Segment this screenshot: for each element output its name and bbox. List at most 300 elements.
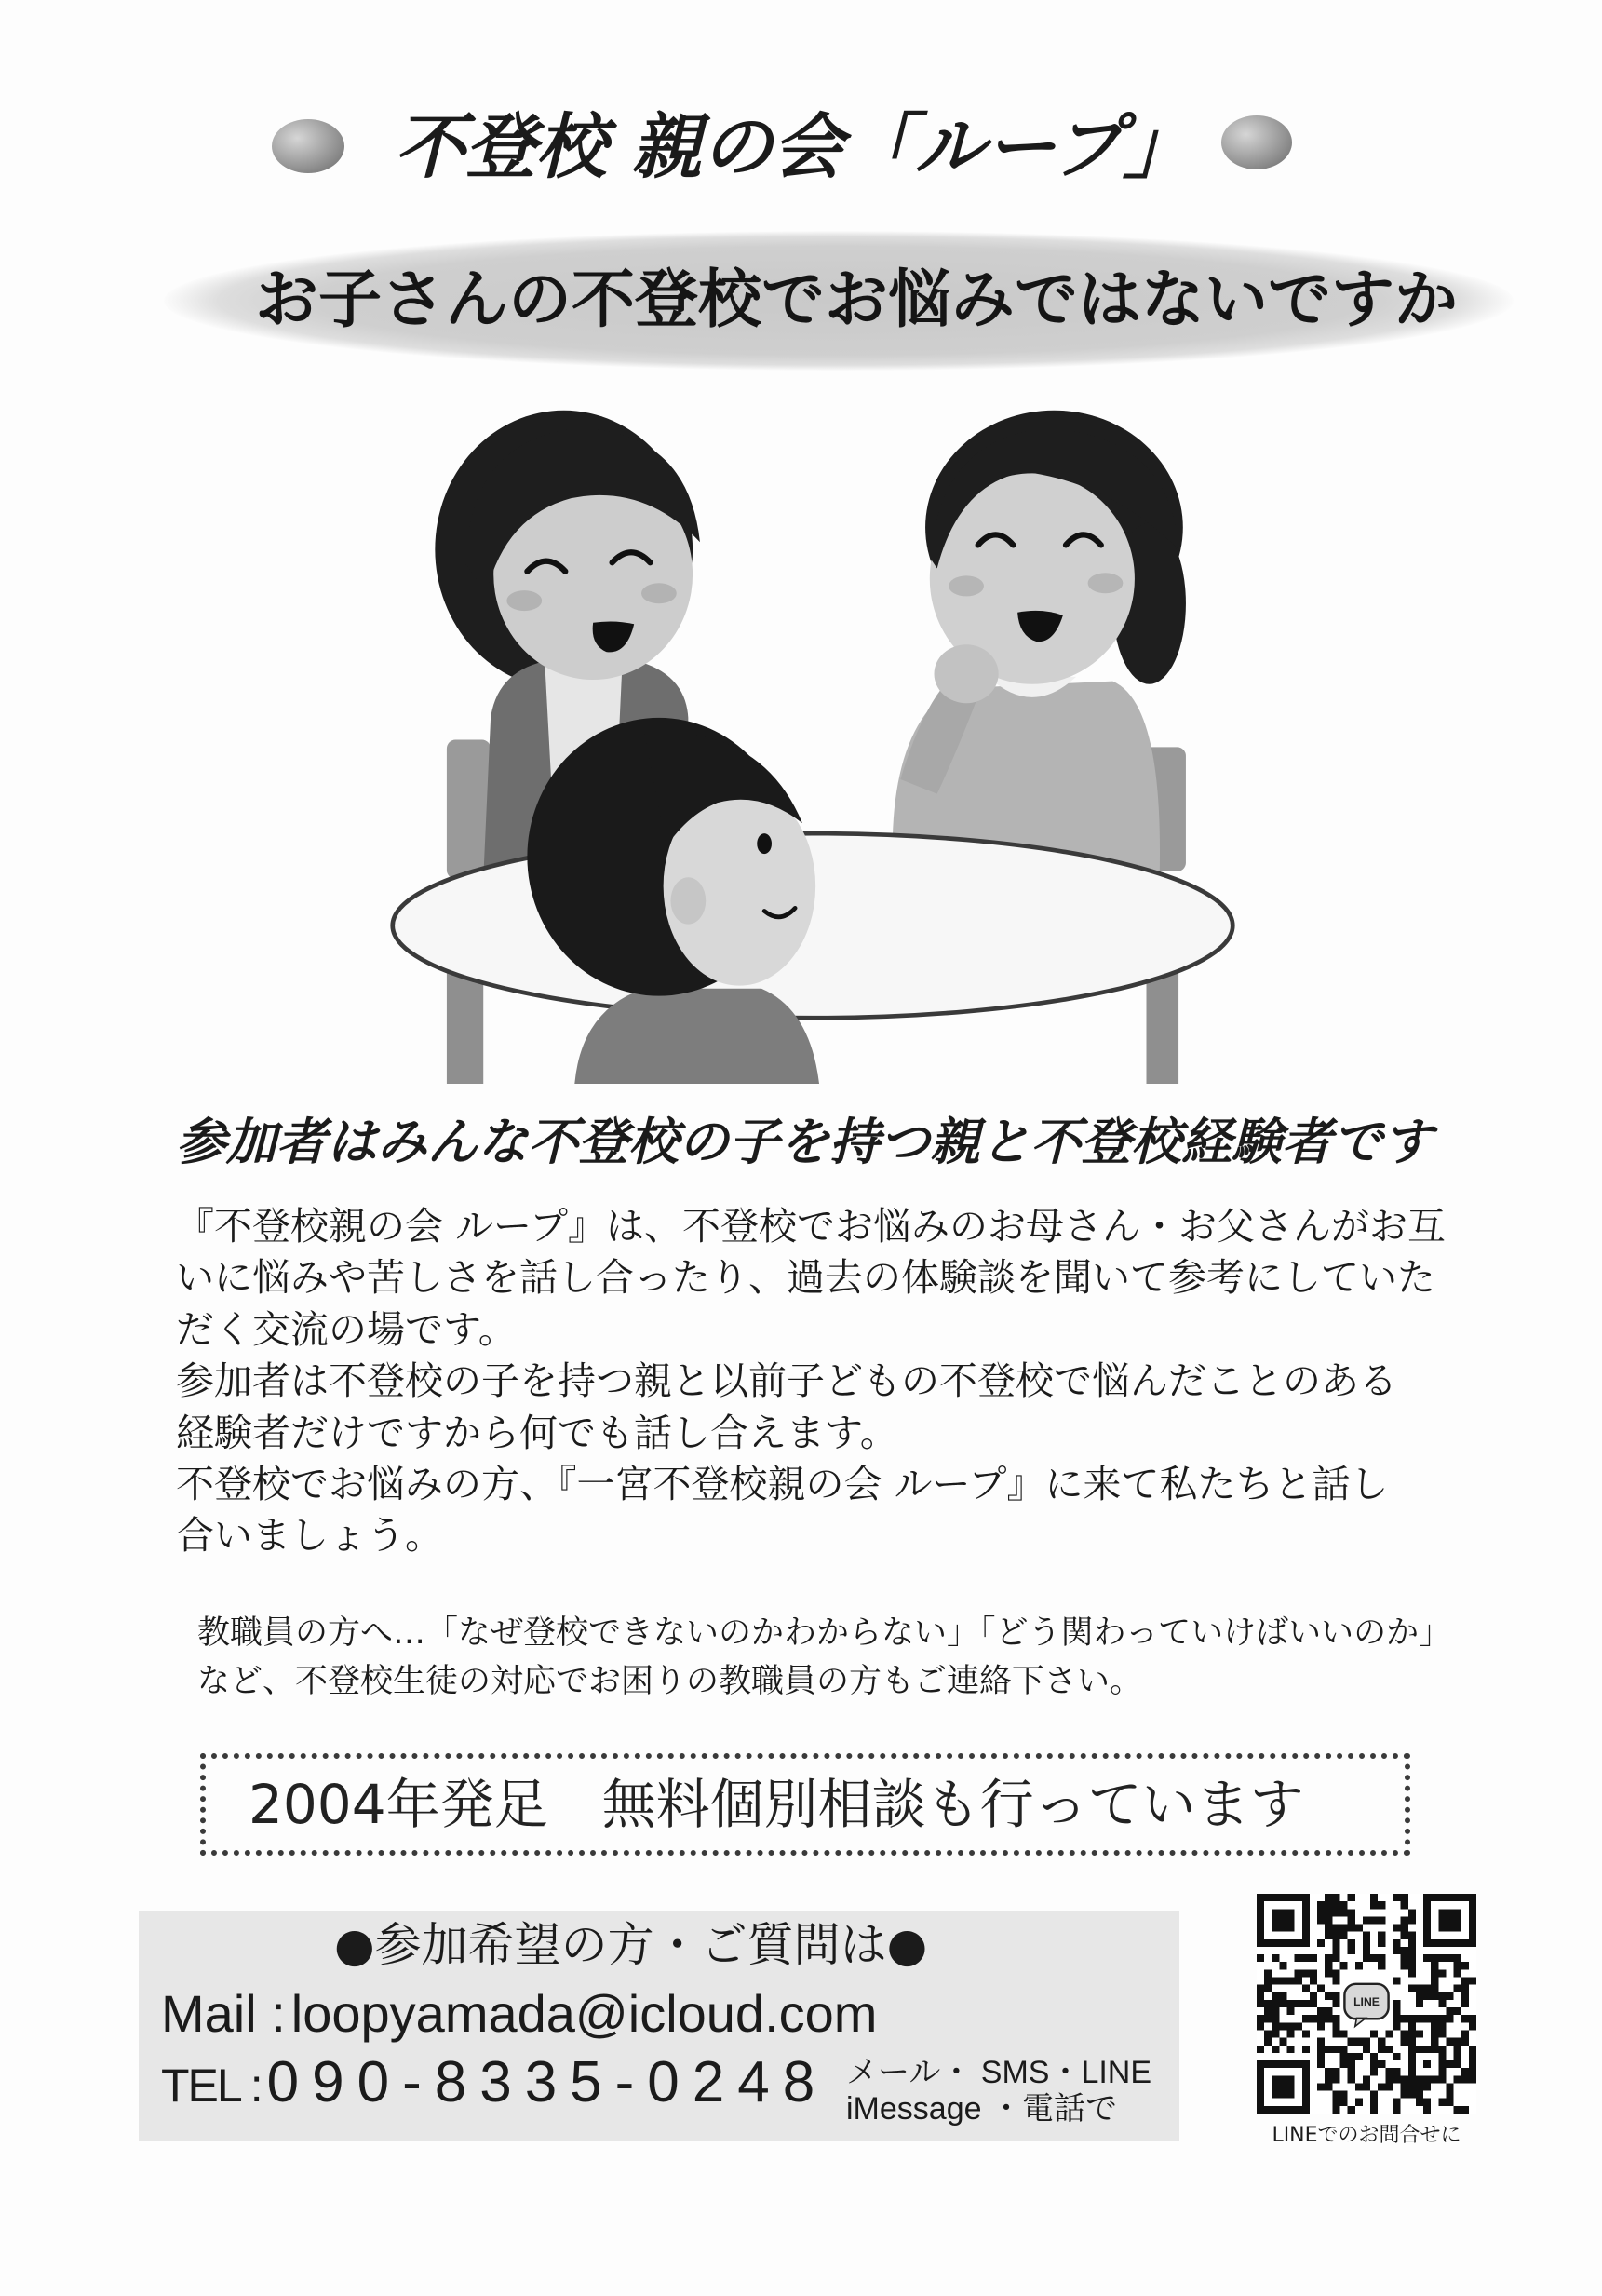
qr-module <box>1332 1939 1339 1947</box>
qr-module <box>1370 1916 1378 1924</box>
cheek <box>949 575 984 596</box>
qr-module <box>1348 1916 1355 1924</box>
qr-module <box>1257 1985 1264 1992</box>
qr-module <box>1423 2083 1431 2090</box>
tel-label: TEL : <box>161 2060 262 2112</box>
qr-module <box>1264 1978 1272 1985</box>
qr-module <box>1340 2099 1348 2106</box>
qr-module <box>1454 1985 1461 1992</box>
qr-module <box>1279 1962 1286 1969</box>
qr-module <box>1302 1954 1310 1962</box>
qr-module <box>1416 2099 1423 2106</box>
qr-module <box>1438 2000 1446 2007</box>
eye <box>757 833 772 854</box>
qr-module <box>1325 2007 1332 2015</box>
qr-module <box>1317 1901 1325 1909</box>
qr-module <box>1408 2083 1416 2090</box>
qr-module <box>1416 2091 1423 2099</box>
qr-module <box>1370 2091 1378 2099</box>
qr-module <box>1310 2015 1317 2022</box>
line-logo <box>1340 1978 1393 2031</box>
qr-module <box>1408 1954 1416 1962</box>
qr-module <box>1393 2007 1400 2015</box>
qr-module <box>1287 2022 1295 2030</box>
qr-module <box>1401 2083 1408 2090</box>
qr-module <box>1355 2038 1363 2046</box>
qr-module <box>1469 2068 1476 2075</box>
cheek <box>506 590 542 611</box>
qr-module <box>1272 2046 1279 2053</box>
qr-module <box>1279 2000 1286 2007</box>
qr-module <box>1317 1939 1325 1947</box>
qr-module <box>1416 1985 1423 1992</box>
qr-module <box>1454 2060 1461 2068</box>
qr-module <box>1446 2091 1453 2099</box>
qr-module <box>1264 2030 1272 2037</box>
qr-module <box>1332 2022 1339 2030</box>
qr-module <box>1348 2053 1355 2060</box>
qr-module <box>1348 2068 1355 2075</box>
qr-module <box>1272 2015 1279 2022</box>
qr-module <box>1302 2030 1310 2037</box>
contact-box <box>139 1911 1179 2141</box>
qr-module <box>1340 2091 1348 2099</box>
qr-module <box>1295 2000 1302 2007</box>
qr-module <box>1317 1985 1325 1992</box>
qr-module <box>1302 1985 1310 1992</box>
qr-module <box>1287 2046 1295 2053</box>
qr-module <box>1461 2106 1469 2114</box>
qr-module <box>1408 1916 1416 1924</box>
qr-module <box>1423 2099 1431 2106</box>
qr-module <box>1363 2083 1370 2090</box>
qr-module <box>1340 2060 1348 2068</box>
qr-module <box>1416 1992 1423 2000</box>
qr-module <box>1264 2015 1272 2022</box>
qr-module <box>1325 1901 1332 1909</box>
qr-module <box>1454 1954 1461 1962</box>
qr-module <box>1469 2060 1476 2068</box>
qr-module <box>1325 1916 1332 1924</box>
qr-module <box>1332 2000 1339 2007</box>
qr-module <box>1348 2106 1355 2114</box>
qr-module <box>1332 2030 1339 2037</box>
qr-module <box>1302 2000 1310 2007</box>
qr-module <box>1332 1947 1339 1954</box>
qr-module <box>1257 2046 1264 2053</box>
qr-module <box>1423 1954 1431 1962</box>
qr-module <box>1370 1894 1378 1901</box>
qr-module <box>1325 2046 1332 2053</box>
qr-module <box>1378 1932 1385 1939</box>
qr-module <box>1317 2015 1325 2022</box>
qr-module <box>1454 1962 1461 1969</box>
body-line: だく交流の場です。 <box>176 1306 517 1352</box>
qr-module <box>1325 1954 1332 1962</box>
body-line: 合いましょう。 <box>176 1513 443 1559</box>
qr-module <box>1325 1962 1332 1969</box>
qr-module <box>1438 2022 1446 2030</box>
qr-module <box>1431 1954 1438 1962</box>
qr-module <box>1423 1992 1431 2000</box>
qr-module <box>1363 2075 1370 2083</box>
qr-module <box>1257 1992 1264 2000</box>
contact-method-line: iMessage ・電話で <box>846 2091 1117 2127</box>
qr-finder-center <box>1438 1909 1461 1931</box>
qr-module <box>1317 2038 1325 2046</box>
qr-module <box>1431 2015 1438 2022</box>
page-title: 不登校 親の会「ループ」 <box>394 105 1194 188</box>
qr-module <box>1431 2038 1438 2046</box>
email-address: loopyamada@icloud.com <box>290 1984 878 2043</box>
qr-module <box>1393 1978 1400 1985</box>
qr-module <box>1378 1954 1385 1962</box>
qr-module <box>1393 2022 1400 2030</box>
qr-module <box>1469 2015 1476 2022</box>
logo-text: LINE <box>1353 1995 1380 2009</box>
qr-module <box>1272 1954 1279 1962</box>
qr-module <box>1393 2099 1400 2106</box>
qr-module <box>1332 1925 1339 1932</box>
qr-module <box>1438 1992 1446 2000</box>
notice-line: など、不登校生徒の対応でお困りの教職員の方もご連絡下さい。 <box>197 1663 1143 1700</box>
qr-module <box>1454 2106 1461 2114</box>
qr-module <box>1446 2038 1453 2046</box>
body-text <box>176 1201 1446 1562</box>
qr-module <box>1332 2015 1339 2022</box>
founded-banner <box>200 1753 1410 1856</box>
qr-module <box>1454 2075 1461 2083</box>
qr-module <box>1393 1947 1400 1954</box>
title-bullet-left-icon <box>272 119 344 173</box>
qr-module <box>1378 1962 1385 1969</box>
qr-module <box>1378 2046 1385 2053</box>
qr-module <box>1370 1954 1378 1962</box>
qr-module <box>1378 1901 1385 1909</box>
qr-module <box>1401 2091 1408 2099</box>
qr-module <box>1348 1939 1355 1947</box>
mail-label: Mail : <box>161 1984 286 2043</box>
qr-module <box>1355 1925 1363 1932</box>
qr-module <box>1469 2053 1476 2060</box>
title-bullet-right-icon <box>1221 115 1292 169</box>
qr-module <box>1310 1969 1317 1977</box>
illustration <box>381 396 1245 1084</box>
qr-module <box>1348 2060 1355 2068</box>
qr-module <box>1446 2015 1453 2022</box>
qr-module <box>1310 2000 1317 2007</box>
qr-module <box>1446 2007 1453 2015</box>
qr-module <box>1310 1992 1317 2000</box>
qr-module <box>1325 2083 1332 2090</box>
qr-module <box>1295 1978 1302 1985</box>
qr-module <box>1340 2046 1348 2053</box>
qr-module <box>1454 2007 1461 2015</box>
qr-module <box>1325 1969 1332 1977</box>
qr-module <box>1325 2075 1332 2083</box>
qr-module <box>1332 1992 1339 2000</box>
qr-module <box>1279 2038 1286 2046</box>
qr-module <box>1340 1909 1348 1916</box>
qr-module <box>1370 2053 1378 2060</box>
qr-module <box>1332 2106 1339 2114</box>
qr-module <box>1317 2053 1325 2060</box>
body-line: 経験者だけですから何でも話し合えます。 <box>176 1410 898 1455</box>
qr-module <box>1332 1932 1339 1939</box>
qr-module <box>1272 2030 1279 2037</box>
subtitle: お子さんの不登校でお悩みではないですか <box>254 263 1458 337</box>
subtitle-band <box>164 231 1514 371</box>
qr-module <box>1393 2053 1400 2060</box>
qr-module <box>1325 2068 1332 2075</box>
qr-module <box>1401 1894 1408 1901</box>
qr-module <box>1393 2068 1400 2075</box>
qr-module <box>1408 1932 1416 1939</box>
qr-module <box>1340 1901 1348 1909</box>
qr-module <box>1431 2030 1438 2037</box>
tel-row <box>161 2047 828 2133</box>
qr-module <box>1363 1932 1370 1939</box>
qr-module <box>1446 1954 1453 1962</box>
qr-module <box>1332 2046 1339 2053</box>
qr-module <box>1287 2007 1295 2015</box>
qr-module <box>1408 2022 1416 2030</box>
qr-module <box>1378 1916 1385 1924</box>
contact-methods <box>846 2055 1151 2127</box>
qr-module <box>1454 2038 1461 2046</box>
qr-module <box>1408 1947 1416 1954</box>
qr-module <box>1302 1969 1310 1977</box>
qr-module <box>1454 2053 1461 2060</box>
qr-module <box>1272 1978 1279 1985</box>
qr-module <box>1401 1901 1408 1909</box>
qr-module <box>1393 2015 1400 2022</box>
qr-module <box>1264 1969 1272 1977</box>
qr-module <box>1264 2000 1272 2007</box>
qr-module <box>1279 2022 1286 2030</box>
qr-module <box>1461 2038 1469 2046</box>
body-line: 『不登校親の会 ループ』は、不登校でお悩みのお母さん・お父さんがお互 <box>176 1204 1446 1249</box>
qr-module <box>1378 2083 1385 2090</box>
qr-module <box>1446 1992 1453 2000</box>
qr-module <box>1408 2030 1416 2037</box>
qr-module <box>1279 1992 1286 2000</box>
qr-module <box>1363 2046 1370 2053</box>
qr-module <box>1401 1916 1408 1924</box>
body-line: 不登校でお悩みの方、『一宮不登校親の会 ループ』に来て私たちと話し <box>176 1461 1389 1506</box>
qr-module <box>1393 1939 1400 1947</box>
qr-module <box>1272 2000 1279 2007</box>
qr-module <box>1363 1954 1370 1962</box>
qr-module <box>1393 1894 1400 1901</box>
qr-module <box>1438 2099 1446 2106</box>
qr-module <box>1295 1954 1302 1962</box>
qr-module <box>1310 1954 1317 1962</box>
qr-module <box>1416 2015 1423 2022</box>
contact-method-line: メール・ SMS・LINE <box>846 2055 1152 2090</box>
qr-module <box>1401 2038 1408 2046</box>
qr-module <box>1446 2060 1453 2068</box>
qr-module <box>1370 2060 1378 2068</box>
qr-module <box>1332 2091 1339 2099</box>
qr-module <box>1355 1962 1363 1969</box>
qr-module <box>1469 2046 1476 2053</box>
qr-module <box>1461 2015 1469 2022</box>
qr-module <box>1469 1978 1476 1985</box>
qr-module <box>1317 2022 1325 2030</box>
qr-module <box>1317 2046 1325 2053</box>
qr-module <box>1431 1985 1438 1992</box>
qr-module <box>1401 1925 1408 1932</box>
qr-finder-center <box>1272 2075 1294 2098</box>
qr-module <box>1469 2075 1476 2083</box>
qr-module <box>1393 2000 1400 2007</box>
qr-module <box>1416 2000 1423 2007</box>
cheek <box>1088 573 1124 593</box>
qr-module <box>1355 2083 1363 2090</box>
qr-module <box>1378 2038 1385 2046</box>
qr-module <box>1408 1985 1416 1992</box>
qr-module <box>1317 1916 1325 1924</box>
qr-module <box>1340 2053 1348 2060</box>
qr-module <box>1401 1962 1408 1969</box>
qr-module <box>1325 1909 1332 1916</box>
qr-module <box>1401 2030 1408 2037</box>
qr-module <box>1363 1916 1370 1924</box>
qr-module <box>1325 1894 1332 1901</box>
contact-heading: ●参加希望の方・ご質問は● <box>334 1918 928 1972</box>
qr-module <box>1438 1969 1446 1977</box>
teacher-notice <box>197 1609 1451 1706</box>
qr-module <box>1279 1978 1286 1985</box>
qr-module <box>1408 1969 1416 1977</box>
qr-module <box>1348 1925 1355 1932</box>
qr-module <box>1385 2083 1393 2090</box>
qr-module <box>1264 2038 1272 2046</box>
qr-module <box>1310 1978 1317 1985</box>
person-right <box>893 411 1186 888</box>
qr-module <box>1355 2053 1363 2060</box>
qr-module <box>1438 1954 1446 1962</box>
qr-module <box>1325 1932 1332 1939</box>
qr-module <box>1408 2091 1416 2099</box>
qr-module <box>1461 1992 1469 2000</box>
qr-module <box>1401 2015 1408 2022</box>
qr-module <box>1370 2030 1378 2037</box>
qr-module <box>1348 2075 1355 2083</box>
qr-module <box>1378 1939 1385 1947</box>
qr-module <box>1378 2060 1385 2068</box>
qr-module <box>1287 2030 1295 2037</box>
qr-module <box>1302 2046 1310 2053</box>
qr-module <box>1348 1947 1355 1954</box>
qr-module <box>1348 1894 1355 1901</box>
body-line: いに悩みや苦しさを話し合ったり、過去の体験談を聞いて参考にしていた <box>176 1255 1435 1301</box>
qr-module <box>1446 2099 1453 2106</box>
qr-module <box>1385 2046 1393 2053</box>
qr-module <box>1401 1954 1408 1962</box>
qr-module <box>1370 2068 1378 2075</box>
qr-module <box>1370 2106 1378 2114</box>
qr-module <box>1355 2099 1363 2106</box>
qr-module <box>1332 1894 1339 1901</box>
qr-module <box>1317 2060 1325 2068</box>
qr-module <box>1287 1978 1295 1985</box>
qr-module <box>1264 1985 1272 1992</box>
ear <box>670 877 706 924</box>
qr-module <box>1257 2015 1264 2022</box>
qr-module <box>1332 1978 1339 1985</box>
chair-left <box>447 740 491 879</box>
qr-module <box>1431 1969 1438 1977</box>
qr-module <box>1461 2030 1469 2037</box>
qr-module <box>1431 1978 1438 1985</box>
qr-module <box>1393 2075 1400 2083</box>
qr-module <box>1401 1947 1408 1954</box>
qr-alignment-center <box>1423 2060 1431 2068</box>
qr-module <box>1257 2000 1264 2007</box>
hand <box>935 644 999 703</box>
qr-module <box>1408 2015 1416 2022</box>
qr-module <box>1363 1947 1370 1954</box>
qr-module <box>1370 2099 1378 2106</box>
qr-module <box>1431 2022 1438 2030</box>
qr-module <box>1385 2068 1393 2075</box>
qr-module <box>1431 1992 1438 2000</box>
qr-module <box>1317 1909 1325 1916</box>
qr-module <box>1332 1909 1339 1916</box>
qr-module <box>1317 2083 1325 2090</box>
qr-module <box>1332 2075 1339 2083</box>
qr-module <box>1332 2068 1339 2075</box>
qr-module <box>1348 2038 1355 2046</box>
qr-module <box>1454 1969 1461 1977</box>
section-heading: 参加者はみんな不登校の子を持つ親と不登校経験者です <box>176 1113 1433 1171</box>
qr-module <box>1385 2030 1393 2037</box>
qr-module <box>1272 1992 1279 2000</box>
qr-module <box>1287 2000 1295 2007</box>
qr-module <box>1423 2106 1431 2114</box>
qr-module <box>1363 1939 1370 1947</box>
qr-module <box>1438 2015 1446 2022</box>
notice-line: 教職員の方へ…「なぜ登校できないのかわからない」「どう関わっていけばいいのか」 <box>197 1614 1452 1652</box>
qr-module <box>1401 1932 1408 1939</box>
qr-module <box>1423 2015 1431 2022</box>
qr-module <box>1363 2038 1370 2046</box>
qr-module <box>1416 2030 1423 2037</box>
qr-module <box>1272 2022 1279 2030</box>
qr-module <box>1423 1985 1431 1992</box>
qr-module <box>1446 2083 1453 2090</box>
qr-module <box>1340 2030 1348 2037</box>
phone-number: 090-8335-0248 <box>266 2050 828 2114</box>
qr-module <box>1332 1954 1339 1962</box>
qr-module <box>1454 2046 1461 2053</box>
qr-module <box>1408 1939 1416 1947</box>
qr-module <box>1461 2075 1469 2083</box>
qr-module <box>1348 1909 1355 1916</box>
qr-module <box>1325 2015 1332 2022</box>
qr-module <box>1325 1925 1332 1932</box>
qr-module <box>1295 2022 1302 2030</box>
qr-module <box>1401 2075 1408 2083</box>
qr-module <box>1385 2075 1393 2083</box>
qr-module <box>1408 1909 1416 1916</box>
qr-module <box>1272 2007 1279 2015</box>
qr-module <box>1408 1962 1416 1969</box>
qr-module <box>1461 2068 1469 2075</box>
qr-module <box>1325 1992 1332 2000</box>
